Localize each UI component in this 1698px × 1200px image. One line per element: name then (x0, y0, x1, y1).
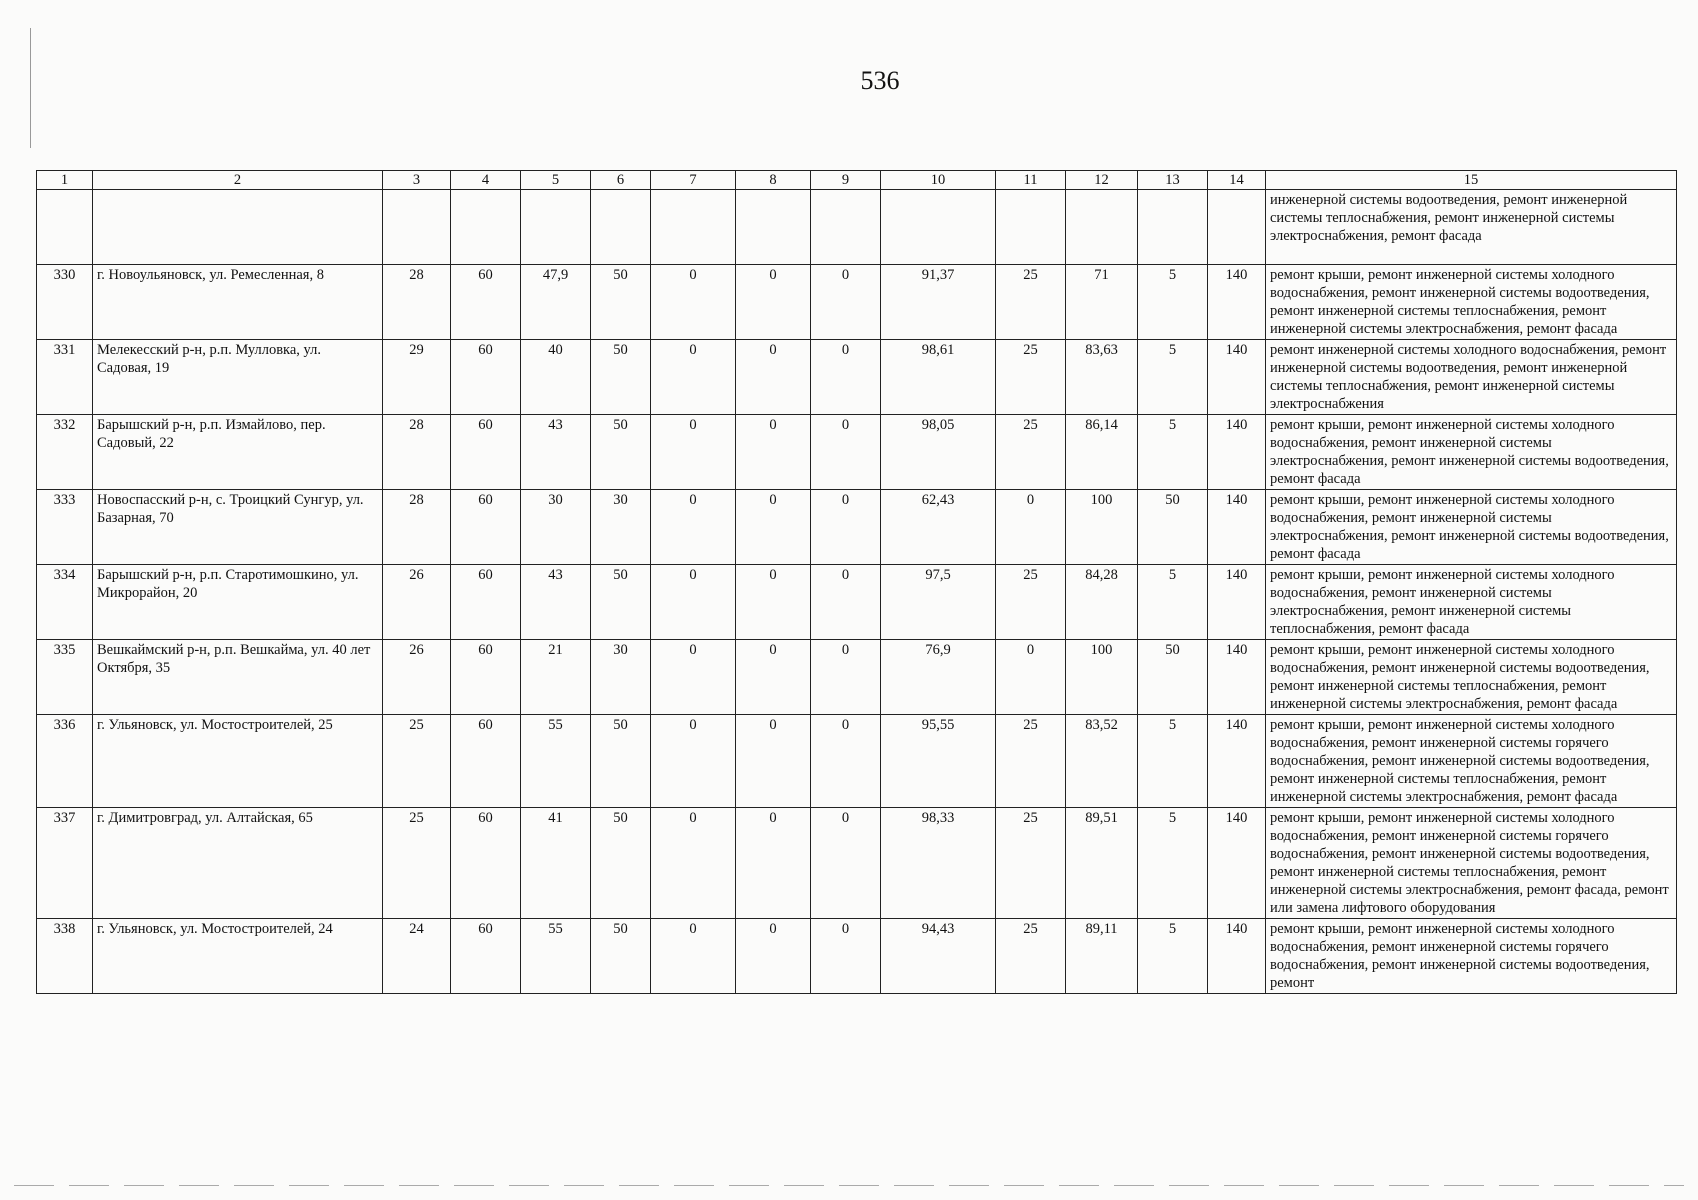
row-number-cell: 331 (37, 340, 93, 415)
value-cell: 89,11 (1066, 919, 1138, 994)
value-cell: 97,5 (881, 565, 996, 640)
address-cell: Вешкаймский р-н, р.п. Вешкайма, ул. 40 лет Октября, 35 (93, 640, 383, 715)
row-number-cell: 338 (37, 919, 93, 994)
value-cell: 0 (651, 565, 736, 640)
scan-bottom-line (14, 1185, 1684, 1186)
value-cell: 28 (383, 415, 451, 490)
table-row (37, 640, 1677, 715)
value-cell: 0 (736, 808, 811, 919)
address-cell: Новоспасский р-н, с. Троицкий Сунгур, ул. Базарная, 70 (93, 490, 383, 565)
value-cell: 41 (521, 808, 591, 919)
value-cell: 0 (651, 340, 736, 415)
value-cell: 0 (811, 415, 881, 490)
row-number-cell: 330 (37, 265, 93, 340)
value-cell: 0 (811, 640, 881, 715)
value-cell: 0 (736, 490, 811, 565)
value-cell: 0 (651, 490, 736, 565)
works-cell: ремонт крыши, ремонт инженерной системы холодного водоснабжения, ремонт инженерной системы водоотведения, ремонт инженерной системы теплоснабжения, ремонт инженерной системы электроснабжения, ремонт фасада (1266, 640, 1677, 715)
value-cell: 140 (1208, 490, 1266, 565)
value-cell: 47,9 (521, 265, 591, 340)
table-row (37, 265, 1677, 340)
value-cell: 30 (591, 640, 651, 715)
value-cell: 62,43 (881, 490, 996, 565)
value-cell: 84,28 (1066, 565, 1138, 640)
value-cell: 140 (1208, 919, 1266, 994)
value-cell: 5 (1138, 565, 1208, 640)
value-cell: 0 (811, 808, 881, 919)
col-header: 5 (521, 171, 591, 190)
row-number-cell: 333 (37, 490, 93, 565)
address-cell: г. Димитровград, ул. Алтайская, 65 (93, 808, 383, 919)
col-header: 1 (37, 171, 93, 190)
value-cell: 25 (383, 715, 451, 808)
value-cell: 98,61 (881, 340, 996, 415)
address-cell: г. Ульяновск, ул. Мостостроителей, 24 (93, 919, 383, 994)
value-cell: 100 (1066, 640, 1138, 715)
col-header: 7 (651, 171, 736, 190)
value-cell: 28 (383, 490, 451, 565)
value-cell: 0 (996, 640, 1066, 715)
value-cell: 98,05 (881, 415, 996, 490)
value-cell: 28 (383, 265, 451, 340)
value-cell: 0 (736, 340, 811, 415)
value-cell: 26 (383, 565, 451, 640)
value-cell: 30 (591, 490, 651, 565)
value-cell: 21 (521, 640, 591, 715)
works-cell: ремонт крыши, ремонт инженерной системы холодного водоснабжения, ремонт инженерной системы горячего водоснабжения, ремонт инженерной системы водоотведения, ремонт инженерной системы теплоснабжения, ремонт инженерной системы электроснабжения, ремонт фасада (1266, 715, 1677, 808)
value-cell: 50 (591, 265, 651, 340)
value-cell: 50 (591, 808, 651, 919)
works-cell: ремонт крыши, ремонт инженерной системы холодного водоснабжения, ремонт инженерной системы электроснабжения, ремонт инженерной системы водоотведения, ремонт фасада (1266, 490, 1677, 565)
value-cell: 60 (451, 265, 521, 340)
works-cell: ремонт крыши, ремонт инженерной системы холодного водоснабжения, ремонт инженерной системы горячего водоснабжения, ремонт инженерной системы водоотведения, ремонт инженерной системы теплоснабжения, ремонт инженерной системы электроснабжения, ремонт фасада, ремонт или замена лифтового оборудования (1266, 808, 1677, 919)
table-row (37, 340, 1677, 415)
value-cell: 60 (451, 565, 521, 640)
address-cell: г. Новоульяновск, ул. Ремесленная, 8 (93, 265, 383, 340)
col-header: 11 (996, 171, 1066, 190)
table-row (37, 415, 1677, 490)
value-cell: 25 (996, 715, 1066, 808)
value-cell: 60 (451, 808, 521, 919)
column-number-row (37, 171, 1677, 190)
value-cell: 26 (383, 640, 451, 715)
value-cell: 50 (591, 565, 651, 640)
col-header: 15 (1266, 171, 1677, 190)
value-cell: 29 (383, 340, 451, 415)
value-cell: 0 (736, 265, 811, 340)
value-cell: 60 (451, 490, 521, 565)
value-cell: 24 (383, 919, 451, 994)
value-cell: 140 (1208, 265, 1266, 340)
value-cell: 98,33 (881, 808, 996, 919)
col-header: 2 (93, 171, 383, 190)
row-number-cell: 335 (37, 640, 93, 715)
table-row (37, 715, 1677, 808)
value-cell: 140 (1208, 640, 1266, 715)
value-cell: 25 (996, 808, 1066, 919)
value-cell: 50 (591, 715, 651, 808)
value-cell: 0 (651, 415, 736, 490)
value-cell: 40 (521, 340, 591, 415)
value-cell: 5 (1138, 340, 1208, 415)
value-cell: 100 (1066, 490, 1138, 565)
value-cell: 50 (591, 340, 651, 415)
value-cell: 25 (996, 265, 1066, 340)
table-row (37, 490, 1677, 565)
works-cell: ремонт крыши, ремонт инженерной системы холодного водоснабжения, ремонт инженерной системы электроснабжения, ремонт инженерной системы водоотведения, ремонт фасада (1266, 415, 1677, 490)
value-cell: 0 (811, 340, 881, 415)
value-cell: 140 (1208, 340, 1266, 415)
col-header: 3 (383, 171, 451, 190)
works-cell: ремонт инженерной системы холодного водоснабжения, ремонт инженерной системы водоотведения, ремонт инженерной системы теплоснабжения, ремонт инженерной системы электроснабжения (1266, 340, 1677, 415)
value-cell: 5 (1138, 919, 1208, 994)
value-cell: 60 (451, 415, 521, 490)
value-cell: 60 (451, 715, 521, 808)
value-cell: 5 (1138, 715, 1208, 808)
value-cell: 0 (651, 919, 736, 994)
value-cell: 60 (451, 919, 521, 994)
value-cell: 0 (811, 565, 881, 640)
row-number-cell: 336 (37, 715, 93, 808)
value-cell: 83,63 (1066, 340, 1138, 415)
value-cell: 0 (811, 919, 881, 994)
value-cell: 25 (996, 565, 1066, 640)
value-cell: 76,9 (881, 640, 996, 715)
table-row (37, 808, 1677, 919)
row-number-cell: 334 (37, 565, 93, 640)
value-cell: 0 (736, 415, 811, 490)
address-cell: г. Ульяновск, ул. Мостостроителей, 25 (93, 715, 383, 808)
value-cell: 86,14 (1066, 415, 1138, 490)
value-cell: 0 (651, 265, 736, 340)
value-cell: 55 (521, 715, 591, 808)
value-cell: 71 (1066, 265, 1138, 340)
value-cell: 0 (736, 715, 811, 808)
col-header: 10 (881, 171, 996, 190)
value-cell: 0 (811, 490, 881, 565)
value-cell: 0 (651, 640, 736, 715)
value-cell: 43 (521, 565, 591, 640)
page-number: 536 (860, 66, 900, 95)
value-cell: 83,52 (1066, 715, 1138, 808)
value-cell: 55 (521, 919, 591, 994)
row-number-cell: 332 (37, 415, 93, 490)
value-cell: 5 (1138, 415, 1208, 490)
value-cell: 25 (996, 919, 1066, 994)
value-cell: 5 (1138, 265, 1208, 340)
col-header: 12 (1066, 171, 1138, 190)
value-cell: 25 (383, 808, 451, 919)
address-cell: Барышский р-н, р.п. Измайлово, пер. Садовый, 22 (93, 415, 383, 490)
continuation-row (37, 190, 1677, 265)
value-cell: 43 (521, 415, 591, 490)
value-cell: 5 (1138, 808, 1208, 919)
row-number-cell: 337 (37, 808, 93, 919)
table-row (37, 919, 1677, 994)
value-cell: 91,37 (881, 265, 996, 340)
value-cell: 0 (651, 808, 736, 919)
value-cell: 25 (996, 415, 1066, 490)
table-row (37, 565, 1677, 640)
value-cell: 0 (996, 490, 1066, 565)
value-cell: 60 (451, 340, 521, 415)
works-cell: инженерной системы водоотведения, ремонт инженерной системы теплоснабжения, ремонт инженерной системы электроснабжения, ремонт фасада (1266, 190, 1677, 265)
value-cell: 95,55 (881, 715, 996, 808)
value-cell: 60 (451, 640, 521, 715)
address-cell: Барышский р-н, р.п. Старотимошкино, ул. Микрорайон, 20 (93, 565, 383, 640)
works-cell: ремонт крыши, ремонт инженерной системы холодного водоснабжения, ремонт инженерной системы горячего водоснабжения, ремонт инженерной системы водоотведения, ремонт (1266, 919, 1677, 994)
value-cell: 25 (996, 340, 1066, 415)
value-cell: 30 (521, 490, 591, 565)
value-cell: 94,43 (881, 919, 996, 994)
value-cell: 0 (736, 565, 811, 640)
value-cell: 50 (591, 415, 651, 490)
works-cell: ремонт крыши, ремонт инженерной системы холодного водоснабжения, ремонт инженерной системы водоотведения, ремонт инженерной системы теплоснабжения, ремонт инженерной системы электроснабжения, ремонт фасада (1266, 265, 1677, 340)
value-cell: 140 (1208, 808, 1266, 919)
repair-program-table (36, 170, 1677, 994)
col-header: 8 (736, 171, 811, 190)
col-header: 6 (591, 171, 651, 190)
value-cell: 140 (1208, 565, 1266, 640)
value-cell: 0 (811, 715, 881, 808)
col-header: 9 (811, 171, 881, 190)
col-header: 14 (1208, 171, 1266, 190)
value-cell: 140 (1208, 415, 1266, 490)
value-cell: 0 (736, 640, 811, 715)
value-cell: 89,51 (1066, 808, 1138, 919)
value-cell: 0 (651, 715, 736, 808)
value-cell: 0 (811, 265, 881, 340)
col-header: 13 (1138, 171, 1208, 190)
value-cell: 50 (1138, 640, 1208, 715)
works-cell: ремонт крыши, ремонт инженерной системы холодного водоснабжения, ремонт инженерной системы электроснабжения, ремонт инженерной системы теплоснабжения, ремонт фасада (1266, 565, 1677, 640)
value-cell: 50 (1138, 490, 1208, 565)
col-header: 4 (451, 171, 521, 190)
value-cell: 50 (591, 919, 651, 994)
value-cell: 140 (1208, 715, 1266, 808)
address-cell: Мелекесский р-н, р.п. Мулловка, ул. Садовая, 19 (93, 340, 383, 415)
value-cell: 0 (736, 919, 811, 994)
